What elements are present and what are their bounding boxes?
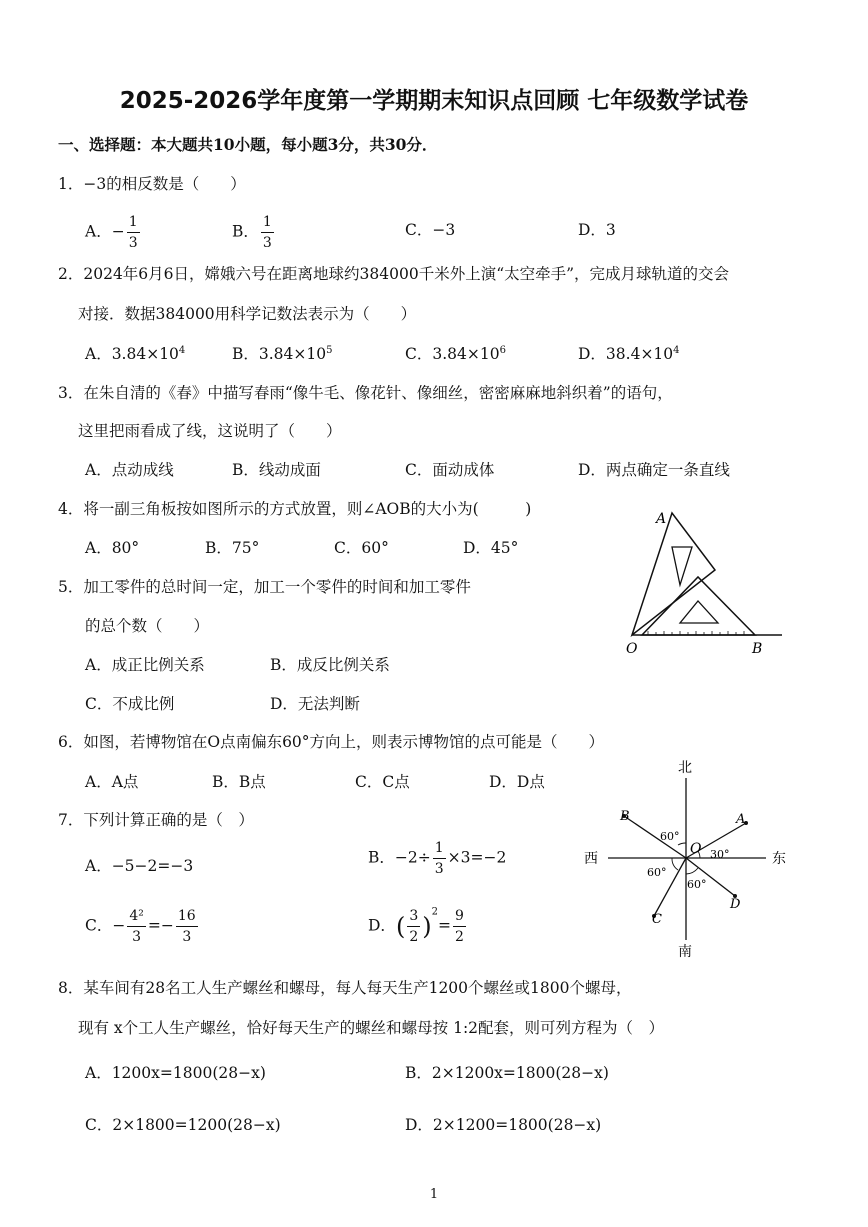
question-8-stem-line2: 现有 x个工人生产螺丝，恰好每天生产的螺丝和螺母按 1:2配套，则可列方程为（ ） — [78, 1019, 665, 1037]
q2-option-a: A．$3.84\times 10^4$ — [85, 344, 186, 363]
fraction: $\frac{\text{4²}}{3}$ — [129, 908, 144, 945]
question-8-stem-line1: 8．某车间有28名工人生产螺丝和螺母，每人每天生产1200个螺丝或1800个螺母， — [58, 979, 632, 997]
q6-option-d: D．D点 — [489, 773, 545, 791]
q3-option-c: C．面动成体 — [405, 461, 495, 479]
q1-option-b — [232, 212, 276, 253]
angle-30-label: 30° — [710, 848, 730, 861]
compass-direction-figure — [580, 758, 800, 963]
question-4-stem: 4．将一副三角板按如图所示的方式放置，则∠AOB的大小为( ) — [58, 500, 532, 518]
east-label: 东 — [772, 851, 786, 867]
q4-option-d: D．45° — [463, 539, 519, 557]
fraction: $\frac{3}{2}$ — [409, 908, 419, 945]
q6-option-c: C．C点 — [355, 773, 410, 791]
q5-option-d: D．无法判断 — [270, 695, 360, 713]
fraction: $\frac{1}{3}$ — [262, 214, 272, 251]
q3-option-d: D．两点确定一条直线 — [578, 461, 730, 479]
angle-60-top-label: 60° — [660, 830, 680, 843]
q6-option-b: B．B点 — [212, 773, 266, 791]
west-label: 西 — [584, 851, 598, 867]
south-label: 南 — [678, 944, 692, 960]
fraction: $\frac{9}{2}$ — [454, 908, 464, 945]
q5-option-c: C．不成比例 — [85, 695, 175, 713]
q1-option-a-label: A．− — [85, 222, 125, 241]
q4-option-a: A．80° — [85, 539, 140, 557]
north-label: 北 — [678, 760, 692, 776]
fraction: $\frac{1}{3}$ — [128, 214, 138, 251]
question-3-stem-line1: 3．在朱自清的《春》中描写春雨“像牛毛、像花针、像细丝，密密麻麻地斜织着”的语句， — [58, 384, 673, 402]
question-5-stem-line1: 5．加工零件的总时间一定，加工一个零件的时间和加工零件 — [58, 578, 471, 596]
q7-option-b: B．−2÷ $\frac{1}{3}$ ×3=−2 — [368, 840, 507, 877]
question-1-stem: 1．−3的相反数是（ ） — [58, 175, 246, 193]
section-heading: 一、选择题：本大题共10小题，每小题3分，共30分． — [58, 135, 438, 154]
question-2-stem-line2: 对接．数据384000用科学记数法表示为（ ） — [78, 305, 417, 323]
q4-option-c: C．60° — [334, 539, 389, 557]
triangle-ruler-figure — [620, 505, 790, 660]
q3-option-a: A．点动成线 — [85, 461, 174, 479]
q8-option-b: B．2×1200x=1800(28−x) — [405, 1064, 609, 1082]
q2-option-c: C．$3.84\times 10^6$ — [405, 344, 506, 363]
q7-option-d: D．( $\frac{3}{2}$ )$^2$= $\frac{9}{2}$ — [368, 906, 464, 945]
point-o-label: O — [626, 641, 638, 657]
q1-option-d: D．3 — [578, 221, 616, 239]
q7-option-a: A．−5−2=−3 — [85, 857, 194, 875]
point-b-label: B — [620, 809, 630, 824]
q1-option-c: C．−3 — [405, 221, 456, 239]
fraction: $\frac{1}{3}$ — [434, 840, 444, 877]
q8-option-d: D．2×1200=1800(28−x) — [405, 1116, 602, 1134]
point-b-label: B — [752, 641, 763, 657]
point-a-label: A — [736, 812, 746, 827]
q2-option-d: D．$38.4\times 10^4$ — [578, 344, 680, 363]
q6-option-a: A．A点 — [85, 773, 139, 791]
question-3-stem-line2: 这里把雨看成了线，这说明了（ ） — [78, 422, 342, 440]
point-a-label: A — [656, 511, 667, 527]
q1-option-b-label: B． — [232, 222, 259, 241]
point-d-label: D — [730, 897, 741, 912]
question-2-stem-line1: 2．2024年6月6日，嫦娥六号在距离地球约384000千米外上演“太空牵手”，完成月球轨道的交会 — [58, 265, 730, 283]
q4-option-b: B．75° — [205, 539, 260, 557]
question-7-stem: 7．下列计算正确的是（ ） — [58, 811, 254, 829]
q3-option-b: B．线动成面 — [232, 461, 321, 479]
angle-60-right-label: 60° — [687, 878, 707, 891]
point-o-label: O — [690, 841, 702, 857]
q7-option-c: C．− $\frac{\text{4²}}{3}$ =− $\frac{16}{3}$ — [85, 908, 196, 945]
q5-option-b: B．成反比例关系 — [270, 656, 390, 674]
page-number: 1 — [429, 1187, 439, 1202]
q5-option-a: A．成正比例关系 — [85, 656, 205, 674]
question-6-stem: 6．如图，若博物馆在O点南偏东60°方向上，则表示博物馆的点可能是（ ） — [58, 733, 605, 751]
q1-option-a — [85, 212, 142, 253]
q2-option-b: B．$3.84\times 10^5$ — [232, 344, 333, 363]
fraction: $\frac{16}{3}$ — [177, 908, 196, 945]
q8-option-c: C．2×1800=1200(28−x) — [85, 1116, 281, 1134]
page-title: 2025-2026学年度第一学期期末知识点回顾 七年级数学试卷 — [119, 88, 749, 114]
point-c-label: C — [652, 912, 662, 927]
q8-option-a: A．1200x=1800(28−x) — [85, 1064, 266, 1082]
angle-60-left-label: 60° — [647, 866, 667, 879]
question-5-stem-line2: 的总个数（ ） — [85, 617, 210, 635]
